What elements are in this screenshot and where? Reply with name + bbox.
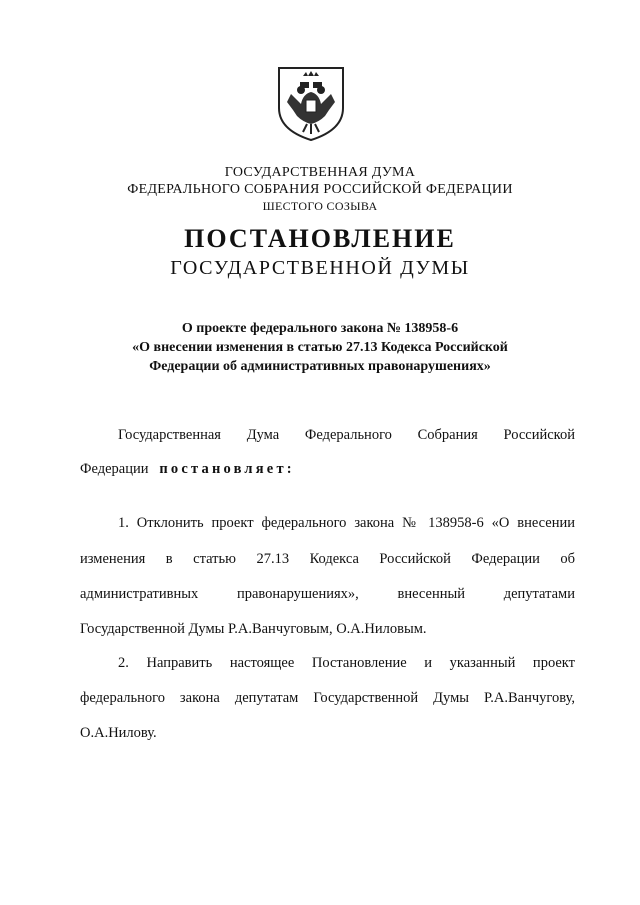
bill-title-line-1: О проекте федерального закона № 138958-6 [181, 321, 459, 336]
document-title: ПОСТАНОВЛЕНИЕ [184, 224, 456, 253]
item-1-line-4: Государственной Думы Р.А.Ванчуговым, О.А.Ниловым. [80, 621, 427, 637]
coat-of-arms-icon [273, 64, 349, 142]
preamble-line-1: Государственная Дума Федерального Собрания Российской [118, 427, 575, 443]
bill-title-line-3: Федерации об административных правонарушениях» [149, 359, 491, 374]
preamble-federation: Федерации [80, 461, 149, 477]
preamble-line-2 [80, 460, 575, 478]
item-1-line-3: административных правонарушениях», внесенный депутатами [80, 586, 575, 602]
convocation: ШЕСТОГО СОЗЫВА [262, 199, 378, 213]
chamber-name: ГОСУДАРСТВЕННАЯ ДУМА [224, 165, 416, 180]
assembly-name: ФЕДЕРАЛЬНОГО СОБРАНИЯ РОССИЙСКОЙ ФЕДЕРАЦИИ [127, 182, 513, 197]
item-1-line-2: изменения в статью 27.13 Кодекса Российской Федерации об [80, 551, 575, 567]
bill-title-line-2: «О внесении изменения в статью 27.13 Кодекса Российской [132, 340, 508, 355]
item-2-line-3: О.А.Нилову. [80, 725, 157, 741]
item-1-line-1: 1. Отклонить проект федерального закона № 138958-6 «О внесении [118, 515, 575, 531]
document-subtitle: ГОСУДАРСТВЕННОЙ ДУМЫ [170, 257, 470, 279]
item-2-line-1: 2. Направить настоящее Постановление и указанный проект [118, 655, 575, 671]
item-2-line-2: федерального закона депутатам Государственной Думы Р.А.Ванчугову, [80, 690, 575, 706]
resolves-verb: постановляет: [159, 461, 295, 477]
